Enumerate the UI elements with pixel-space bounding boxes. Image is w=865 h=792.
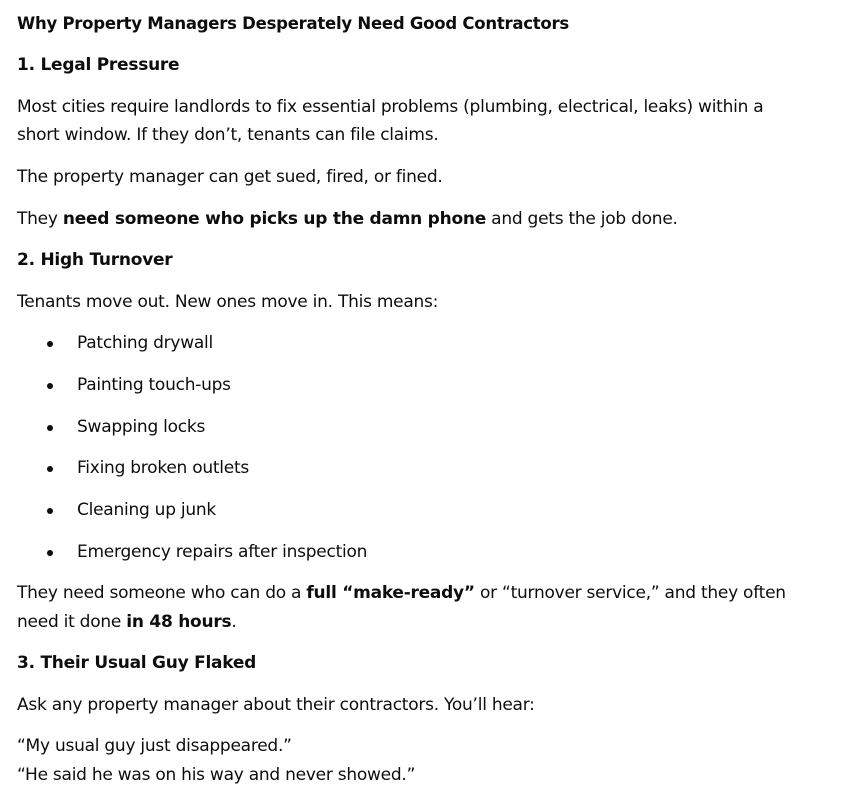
quote-line: “My usual guy just disappeared.” xyxy=(17,736,292,756)
text-run: and gets the job done. xyxy=(486,209,678,229)
page-title: Why Property Managers Desperately Need Good Contractors xyxy=(17,14,569,33)
section-heading-usual-guy-flaked: 3. Their Usual Guy Flaked xyxy=(17,653,257,673)
paragraph: Tenants move out. New ones move in. This means: xyxy=(17,292,439,312)
section-heading-legal-pressure: 1. Legal Pressure xyxy=(17,55,180,75)
text-run: They xyxy=(17,209,63,229)
paragraph-line xyxy=(17,610,236,634)
list-item: Cleaning up junk xyxy=(77,500,217,520)
bold-text: full “make-ready” xyxy=(306,583,475,603)
bullet-icon xyxy=(47,466,53,472)
bullet-icon xyxy=(47,550,53,556)
text-run: They need someone who can do a xyxy=(17,583,307,603)
paragraph-line: short window. If they don’t, tenants can file claims. xyxy=(17,125,439,145)
paragraph-line xyxy=(17,581,786,605)
bold-text: in 48 hours xyxy=(126,612,232,632)
section-heading-high-turnover: 2. High Turnover xyxy=(17,250,173,270)
quote-line: “He said he was on his way and never showed.” xyxy=(17,765,416,785)
bullet-icon xyxy=(47,341,53,347)
list-item: Patching drywall xyxy=(77,333,213,353)
paragraph xyxy=(17,207,678,231)
paragraph-line: Most cities require landlords to fix essential problems (plumbing, electrical, leaks) within a xyxy=(17,97,764,117)
text-run: . xyxy=(231,612,237,632)
bullet-icon xyxy=(47,383,53,389)
text-run: or “turnover service,” and they often xyxy=(474,583,786,603)
list-item: Emergency repairs after inspection xyxy=(77,542,368,562)
bullet-icon xyxy=(47,425,53,431)
bold-text: need someone who picks up the damn phone xyxy=(62,209,487,229)
paragraph: The property manager can get sued, fired, or fined. xyxy=(17,167,443,187)
list-item: Swapping locks xyxy=(77,417,206,437)
bullet-icon xyxy=(47,508,53,514)
list-item: Painting touch-ups xyxy=(77,375,231,395)
list-item: Fixing broken outlets xyxy=(77,458,249,478)
paragraph: Ask any property manager about their contractors. You’ll hear: xyxy=(17,695,535,715)
text-run: need it done xyxy=(17,612,127,632)
